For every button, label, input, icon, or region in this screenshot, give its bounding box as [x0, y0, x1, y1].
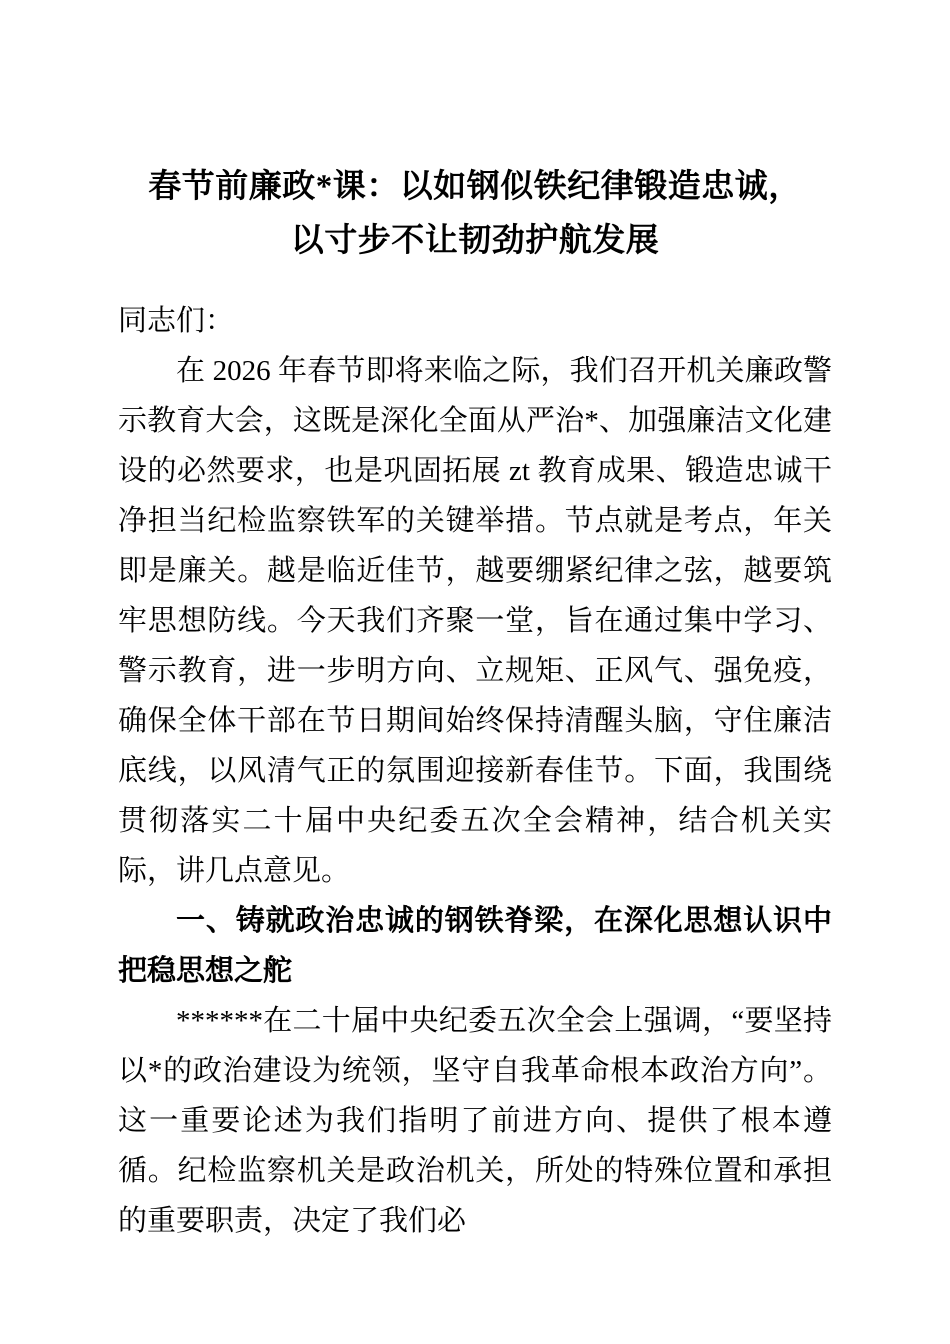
paragraph-intro: 在 2026 年春节即将来临之际，我们召开机关廉政警示教育大会，这既是深化全面从严治*、加强廉洁文化建设的必然要求，也是巩固拓展 zt 教育成果、锻造忠诚干净担当纪检监察铁军的关键举措。节点就是考点，年关即是廉关。越是临近佳节，越要绷紧纪律之弦，越要筑牢思想防线。今天我们齐聚一堂，旨在通过集中学习、警示教育，进一步明方向、立规矩、正风气、强免疫，确保全体干部在节日期间始终保持清醒头脑，守住廉洁底线，以风清气正的氛围迎接新春佳节。下面，我围绕贯彻落实二十届中央纪委五次全会精神，结合机关实际，讲几点意见。: [118, 355, 832, 887]
page-title-line-2: 以寸步不让韧劲护航发展: [290, 223, 660, 259]
page-title-line-1: 春节前廉政*课：以如钢似铁纪律锻造忠诚，: [148, 169, 802, 205]
section-heading-one: 一、铸就政治忠诚的钢铁脊梁，在深化思想认识中把稳思想之舵: [118, 905, 832, 987]
salutation: 同志们：: [118, 305, 235, 337]
document-content: [118, 0, 832, 1246]
paragraph-section-one-1: ******在二十届中央纪委五次全会上强调，“要坚持以*的政治建设为统领，坚守自我革命根本政治方向”。这一重要论述为我们指明了前进方向、提供了根本遵循。纪检监察机关是政治机关，所处的特殊位置和承担的重要职责，决定了我们必: [118, 1005, 832, 1237]
page-title: [118, 0, 832, 268]
